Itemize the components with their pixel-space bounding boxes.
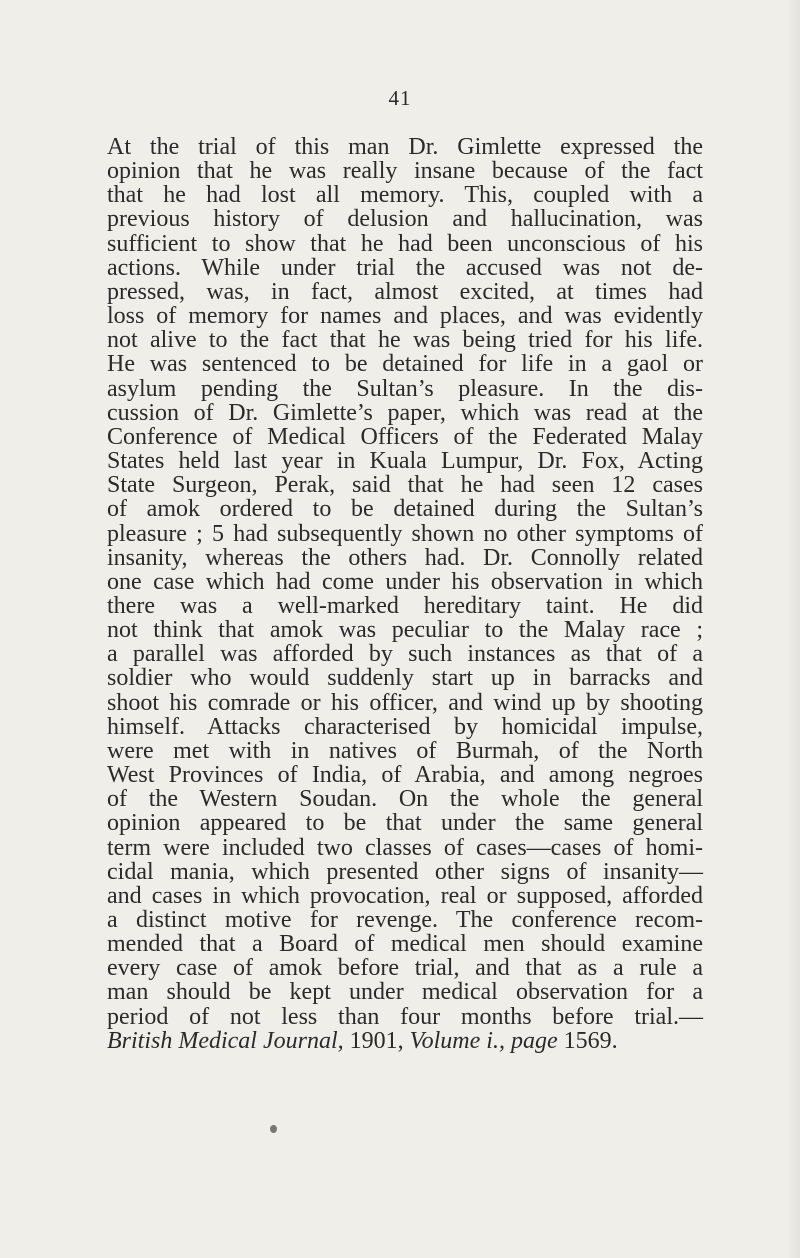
- text-line: pressed, was, in fact, almost excited, at times had: [107, 278, 703, 305]
- page-number: 41: [388, 86, 412, 110]
- text-line: of the Western Soudan. On the whole the general: [107, 786, 703, 813]
- citation-line: [107, 1029, 703, 1053]
- text-line: every case of amok before trial, and that as a rule a: [107, 955, 703, 982]
- text-line: shoot his comrade or his officer, and wind up by shooting: [107, 689, 703, 716]
- text-line: that he had lost all memory. This, coupled with a: [107, 182, 703, 209]
- body-text: [107, 135, 703, 1053]
- text-line: a parallel was afforded by such instances as that of a: [107, 641, 703, 668]
- citation-volume: Volume i., page: [409, 1027, 558, 1054]
- text-line: a distinct motive for revenge. The conference recom-: [107, 907, 703, 933]
- text-line: mended that a Board of medical men should examine: [107, 931, 703, 958]
- text-line: West Provinces of India, of Arabia, and among negroes: [107, 762, 703, 789]
- text-line: opinion appeared to be that under the same general: [107, 810, 703, 837]
- citation-journal: British Medical Journal,: [107, 1027, 344, 1054]
- text-line: and cases in which provocation, real or supposed, afforded: [107, 882, 703, 909]
- page-edge-shadow: [786, 0, 800, 1258]
- text-line: pleasure ; 5 had subsequently shown no other symptoms of: [107, 520, 703, 547]
- text-line: soldier who would suddenly start up in barracks and: [107, 665, 703, 692]
- text-line: actions. While under trial the accused was not de-: [107, 254, 703, 281]
- text-line: not think that amok was peculiar to the Malay race ;: [107, 617, 703, 644]
- text-line: not alive to the fact that he was being tried for his life.: [107, 327, 703, 354]
- text-line: He was sentenced to be detained for life in a gaol or: [107, 351, 703, 378]
- text-line: asylum pending the Sultan’s pleasure. In the dis-: [107, 375, 703, 402]
- text-line: man should be kept under medical observation for a: [107, 979, 703, 1006]
- text-line: sufficient to show that he had been unconscious of his: [107, 230, 703, 257]
- text-line: At the trial of this man Dr. Gimlette expressed the: [107, 134, 703, 160]
- text-line: there was a well-marked hereditary taint. He did: [107, 592, 703, 619]
- text-line: previous history of delusion and hallucination, was: [107, 206, 703, 233]
- text-line: term were included two classes of cases—cases of homi-: [107, 834, 703, 861]
- text-line: State Surgeon, Perak, said that he had seen 12 cases: [107, 472, 703, 499]
- text-line: cussion of Dr. Gimlette’s paper, which was read at the: [107, 399, 703, 426]
- text-line: were met with in natives of Burmah, of the North: [107, 737, 703, 764]
- text-line: of amok ordered to be detained during the Sultan’s: [107, 496, 703, 523]
- text-line: insanity, whereas the others had. Dr. Connolly related: [107, 544, 703, 571]
- text-line: himself. Attacks characterised by homicidal impulse,: [107, 713, 703, 740]
- text-line: one case which had come under his observation in which: [107, 568, 703, 595]
- ink-speck: [270, 1125, 277, 1133]
- text-line: opinion that he was really insane because of the fact: [107, 158, 703, 185]
- text-line: cidal mania, which presented other signs of insanity—: [107, 858, 703, 885]
- text-line: period of not less than four months before trial.—: [107, 1003, 703, 1030]
- text-line: States held last year in Kuala Lumpur, Dr. Fox, Acting: [107, 448, 703, 475]
- text-line: Conference of Medical Officers of the Federated Malay: [107, 423, 703, 450]
- text-line: loss of memory for names and places, and was evidently: [107, 303, 703, 330]
- citation-page: 1569.: [557, 1027, 618, 1054]
- citation-year: 1901,: [343, 1027, 410, 1054]
